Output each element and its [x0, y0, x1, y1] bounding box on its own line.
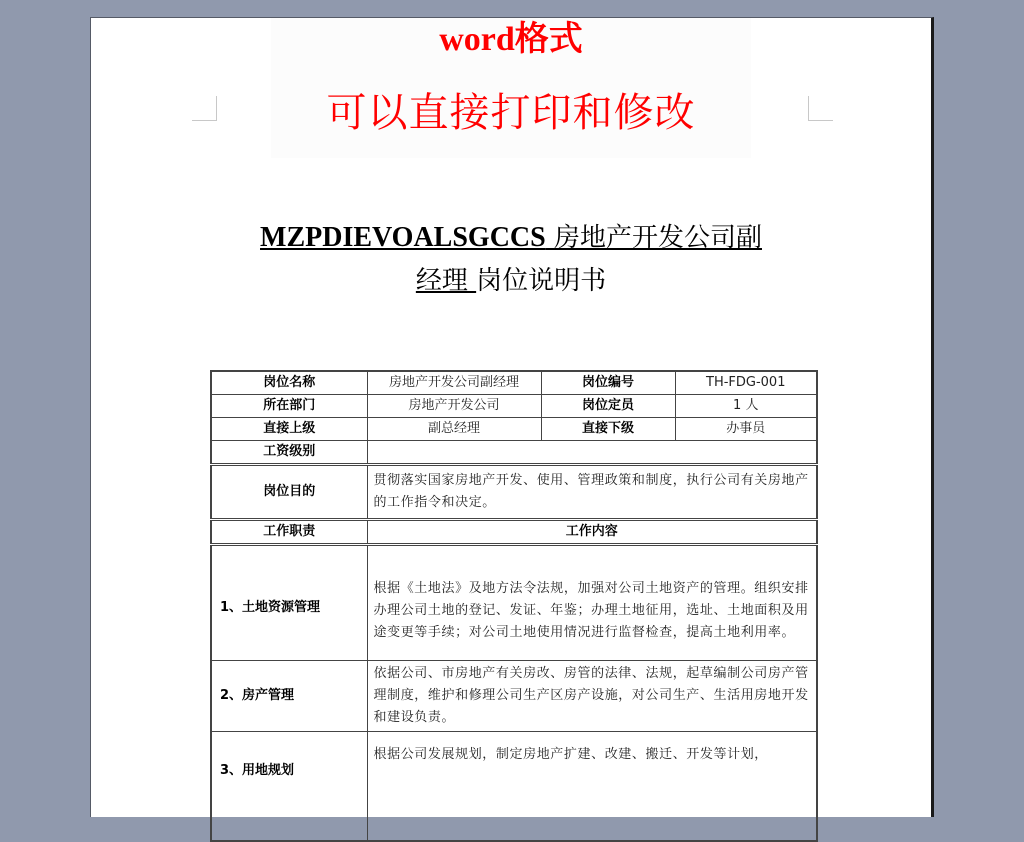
duty-label: 2、房产管理	[211, 661, 367, 732]
table-row	[211, 441, 817, 465]
document-title	[191, 220, 831, 256]
title-code: MZPDIEVOALSGCCS	[260, 222, 546, 253]
banner-format-text: word格式	[439, 21, 583, 58]
cell-value: 副总经理	[367, 418, 541, 441]
table-row	[211, 395, 817, 418]
cell-value: 房地产开发公司	[367, 395, 541, 418]
watermark-banner	[271, 18, 751, 158]
cell-paragraph: 贯彻落实国家房地产开发、使用、管理政策和制度，执行公司有关房地产的工作指令和决定。	[367, 465, 817, 520]
table-row	[211, 418, 817, 441]
column-header: 工作内容	[367, 520, 817, 545]
margin-corner-mark	[808, 96, 833, 121]
table-row	[211, 520, 817, 545]
table-row	[211, 465, 817, 520]
cell-value: 1 人	[675, 395, 817, 418]
cell-label: 工资级别	[211, 441, 367, 465]
duty-text: 根据《土地法》及地方法令法规，加强对公司土地资产的管理。组织安排办理公司土地的登记、发证、年鉴；办理土地征用，选址、土地面积及用途变更等手续；对公司土地使用情况进行监督检查，提高土地利用率。	[367, 545, 817, 661]
duty-text: 依据公司、市房地产有关房改、房管的法律、法规，起草编制公司房产管理制度，维护和修理公司生产区房产设施，对公司生产、生活用房地开发和建设负责。	[367, 661, 817, 732]
cell-label: 岗位定员	[541, 395, 675, 418]
job-description-table	[210, 370, 818, 842]
cell-label: 直接上级	[211, 418, 367, 441]
banner-editable-text: 可以直接打印和修改	[326, 90, 696, 136]
cell-value	[367, 441, 817, 465]
table-row	[211, 545, 817, 661]
title-company: 房地产开发公司副	[545, 223, 762, 253]
cell-label: 岗位目的	[211, 465, 367, 520]
title-position: 经理	[415, 266, 477, 296]
document-subtitle	[191, 263, 831, 299]
duty-label: 3、用地规划	[211, 732, 367, 842]
column-header: 工作职责	[211, 520, 367, 545]
margin-corner-mark	[192, 96, 217, 121]
cell-value: TH-FDG-001	[675, 371, 817, 395]
duty-label: 1、土地资源管理	[211, 545, 367, 661]
cell-value: 办事员	[675, 418, 817, 441]
cell-label: 直接下级	[541, 418, 675, 441]
duty-text: 根据公司发展规划，制定房地产扩建、改建、搬迁、开发等计划，	[367, 732, 817, 842]
cell-label: 岗位编号	[541, 371, 675, 395]
document-page	[90, 17, 934, 817]
table-row	[211, 732, 817, 842]
cell-value: 房地产开发公司副经理	[367, 371, 541, 395]
title-doc-type: 岗位说明书	[476, 266, 607, 296]
cell-label: 所在部门	[211, 395, 367, 418]
table-row	[211, 371, 817, 395]
table-row	[211, 661, 817, 732]
cell-label: 岗位名称	[211, 371, 367, 395]
